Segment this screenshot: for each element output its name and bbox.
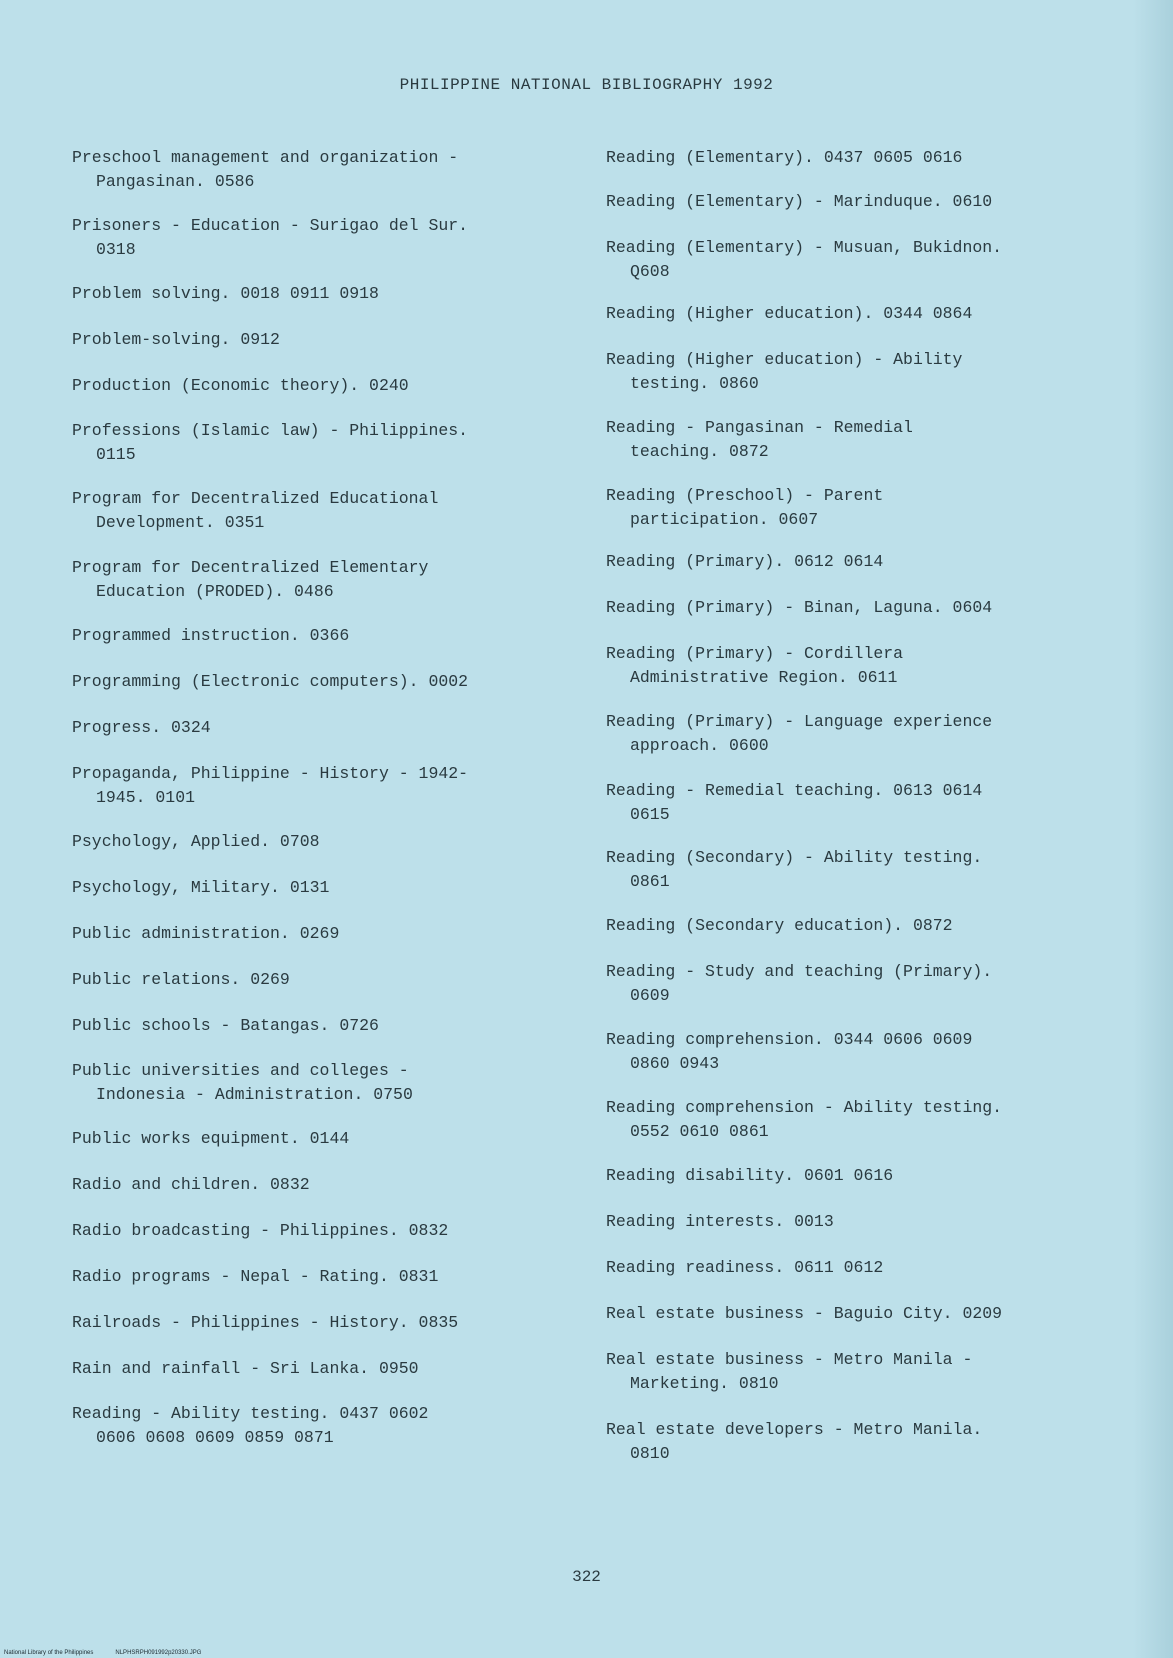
- entry-continuation: Marketing. 0810: [630, 1374, 779, 1393]
- entry-heading: Reading (Higher education). 0344 0864: [606, 304, 973, 323]
- index-entry: [72, 624, 349, 648]
- index-entry: [606, 1348, 972, 1396]
- entry-continuation: 0318: [96, 240, 136, 259]
- index-entry: [72, 1402, 428, 1450]
- entry-heading: Reading - Pangasinan - Remedial: [606, 418, 913, 437]
- entry-heading: Reading comprehension. 0344 0606 0609: [606, 1030, 973, 1049]
- entry-heading: Reading - Remedial teaching. 0613 0614: [606, 781, 983, 800]
- index-entry: [606, 846, 982, 894]
- index-entry: [72, 670, 468, 694]
- index-entry: [72, 1311, 458, 1335]
- entry-heading: Public relations. 0269: [72, 970, 290, 989]
- entry-continuation: approach. 0600: [630, 736, 769, 755]
- entry-heading: Prisoners - Education - Surigao del Sur.: [72, 216, 469, 235]
- entry-continuation: teaching. 0872: [630, 442, 769, 461]
- entry-continuation: Indonesia - Administration. 0750: [96, 1085, 413, 1104]
- entry-heading: Real estate business - Baguio City. 0209: [606, 1304, 1003, 1323]
- entry-heading: Reading interests. 0013: [606, 1212, 834, 1231]
- entry-continuation: participation. 0607: [630, 510, 819, 529]
- entry-heading: Reading disability. 0601 0616: [606, 1166, 894, 1185]
- entry-heading: Reading readiness. 0611 0612: [606, 1258, 884, 1277]
- index-entry: [606, 484, 883, 532]
- index-entry: [606, 1164, 893, 1188]
- entry-continuation: Administrative Region. 0611: [630, 668, 898, 687]
- entry-continuation: 1945. 0101: [96, 788, 196, 807]
- index-entry: [606, 190, 992, 214]
- page-title: PHILIPPINE NATIONAL BIBLIOGRAPHY 1992: [399, 76, 774, 94]
- index-entry: [72, 556, 428, 604]
- index-entry: [72, 146, 458, 194]
- index-entry: [606, 236, 1002, 284]
- entry-continuation: Pangasinan. 0586: [96, 172, 255, 191]
- entry-heading: Reading (Primary) - Language experience: [606, 712, 993, 731]
- index-entry: [72, 419, 468, 467]
- entry-heading: Propaganda, Philippine - History - 1942-: [72, 764, 469, 783]
- index-entry: [606, 710, 992, 758]
- entry-heading: Public schools - Batangas. 0726: [72, 1016, 379, 1035]
- index-entry: [606, 914, 953, 938]
- entry-heading: Preschool management and organization -: [72, 148, 459, 167]
- entry-heading: Reading - Ability testing. 0437 0602: [72, 1404, 429, 1423]
- entry-heading: Reading (Secondary) - Ability testing.: [606, 848, 983, 867]
- index-entry: [72, 922, 339, 946]
- entry-heading: Program for Decentralized Educational: [72, 489, 439, 508]
- index-entry: [72, 876, 329, 900]
- scan-credit: [4, 1650, 223, 1657]
- entry-heading: Reading - Study and teaching (Primary).: [606, 962, 993, 981]
- entry-continuation: Education (PRODED). 0486: [96, 582, 334, 601]
- entry-heading: Radio and children. 0832: [72, 1175, 310, 1194]
- entry-continuation: 0810: [630, 1444, 670, 1463]
- entry-heading: Public works equipment. 0144: [72, 1129, 350, 1148]
- credit-library: National Library of the Philippines: [4, 1650, 94, 1656]
- entry-heading: Reading (Preschool) - Parent: [606, 486, 884, 505]
- entry-heading: Programming (Electronic computers). 0002: [72, 672, 469, 691]
- index-entry: [606, 960, 992, 1008]
- entry-continuation: 0615: [630, 805, 670, 824]
- entry-heading: Real estate developers - Metro Manila.: [606, 1420, 983, 1439]
- entry-heading: Program for Decentralized Elementary: [72, 558, 429, 577]
- entry-heading: Psychology, Military. 0131: [72, 878, 330, 897]
- index-entry: [606, 642, 903, 690]
- entry-heading: Public administration. 0269: [72, 924, 340, 943]
- index-entry: [72, 830, 320, 854]
- index-entry: [606, 550, 883, 574]
- entry-heading: Reading (Primary) - Binan, Laguna. 0604: [606, 598, 993, 617]
- entry-heading: Problem-solving. 0912: [72, 330, 280, 349]
- index-entry: [72, 487, 438, 535]
- page-number: 322: [572, 1568, 601, 1586]
- index-entry: [72, 1127, 349, 1151]
- entry-continuation: 0860 0943: [630, 1054, 720, 1073]
- index-entry: [72, 214, 468, 262]
- index-entry: [606, 596, 992, 620]
- entry-heading: Reading comprehension - Ability testing.: [606, 1098, 1003, 1117]
- entry-heading: Progress. 0324: [72, 718, 211, 737]
- entry-heading: Radio programs - Nepal - Rating. 0831: [72, 1267, 439, 1286]
- entry-heading: Reading (Elementary) - Musuan, Bukidnon.: [606, 238, 1003, 257]
- entry-heading: Programmed instruction. 0366: [72, 626, 350, 645]
- index-entry: [72, 328, 280, 352]
- entry-continuation: 0115: [96, 445, 136, 464]
- entry-heading: Reading (Secondary education). 0872: [606, 916, 953, 935]
- index-entry: [72, 1219, 448, 1243]
- entry-heading: Reading (Higher education) - Ability: [606, 350, 963, 369]
- index-entry: [606, 1096, 1002, 1144]
- index-entry: [72, 1265, 438, 1289]
- index-entry: [606, 302, 972, 326]
- index-entry: [606, 146, 962, 170]
- credit-file: NLPHSRPH091992p20330.JPG: [115, 1650, 202, 1656]
- entry-heading: Railroads - Philippines - History. 0835: [72, 1313, 459, 1332]
- index-entry: [606, 1256, 883, 1280]
- index-entry: [606, 1302, 1002, 1326]
- entry-heading: Reading (Elementary). 0437 0605 0616: [606, 148, 963, 167]
- entry-heading: Reading (Primary). 0612 0614: [606, 552, 884, 571]
- entry-heading: Rain and rainfall - Sri Lanka. 0950: [72, 1359, 419, 1378]
- index-entry: [72, 716, 211, 740]
- entry-continuation: testing. 0860: [630, 374, 759, 393]
- index-entry: [606, 1028, 972, 1076]
- index-entry: [72, 374, 409, 398]
- index-entry: [72, 762, 468, 810]
- index-entry: [72, 1014, 379, 1038]
- index-entry: [72, 1357, 419, 1381]
- index-entry: [606, 1418, 982, 1466]
- index-entry: [606, 1210, 834, 1234]
- entry-heading: Production (Economic theory). 0240: [72, 376, 409, 395]
- index-entry: [606, 348, 962, 396]
- entry-continuation: Q608: [630, 262, 670, 281]
- index-entry: [72, 1173, 310, 1197]
- entry-continuation: 0609: [630, 986, 670, 1005]
- entry-heading: Problem solving. 0018 0911 0918: [72, 284, 379, 303]
- index-entry: [606, 416, 913, 464]
- entry-continuation: 0552 0610 0861: [630, 1122, 769, 1141]
- entry-heading: Reading (Elementary) - Marinduque. 0610: [606, 192, 993, 211]
- index-entry: [606, 779, 982, 827]
- index-entry: [72, 1059, 413, 1107]
- entry-heading: Real estate business - Metro Manila -: [606, 1350, 973, 1369]
- index-entry: [72, 282, 379, 306]
- page-edge: [1133, 0, 1173, 1658]
- entry-continuation: 0861: [630, 872, 670, 891]
- entry-continuation: Development. 0351: [96, 513, 265, 532]
- entry-heading: Psychology, Applied. 0708: [72, 832, 320, 851]
- entry-heading: Public universities and colleges -: [72, 1061, 409, 1080]
- entry-heading: Reading (Primary) - Cordillera: [606, 644, 904, 663]
- entry-continuation: 0606 0608 0609 0859 0871: [96, 1428, 334, 1447]
- index-entry: [72, 968, 290, 992]
- entry-heading: Radio broadcasting - Philippines. 0832: [72, 1221, 449, 1240]
- entry-heading: Professions (Islamic law) - Philippines.: [72, 421, 469, 440]
